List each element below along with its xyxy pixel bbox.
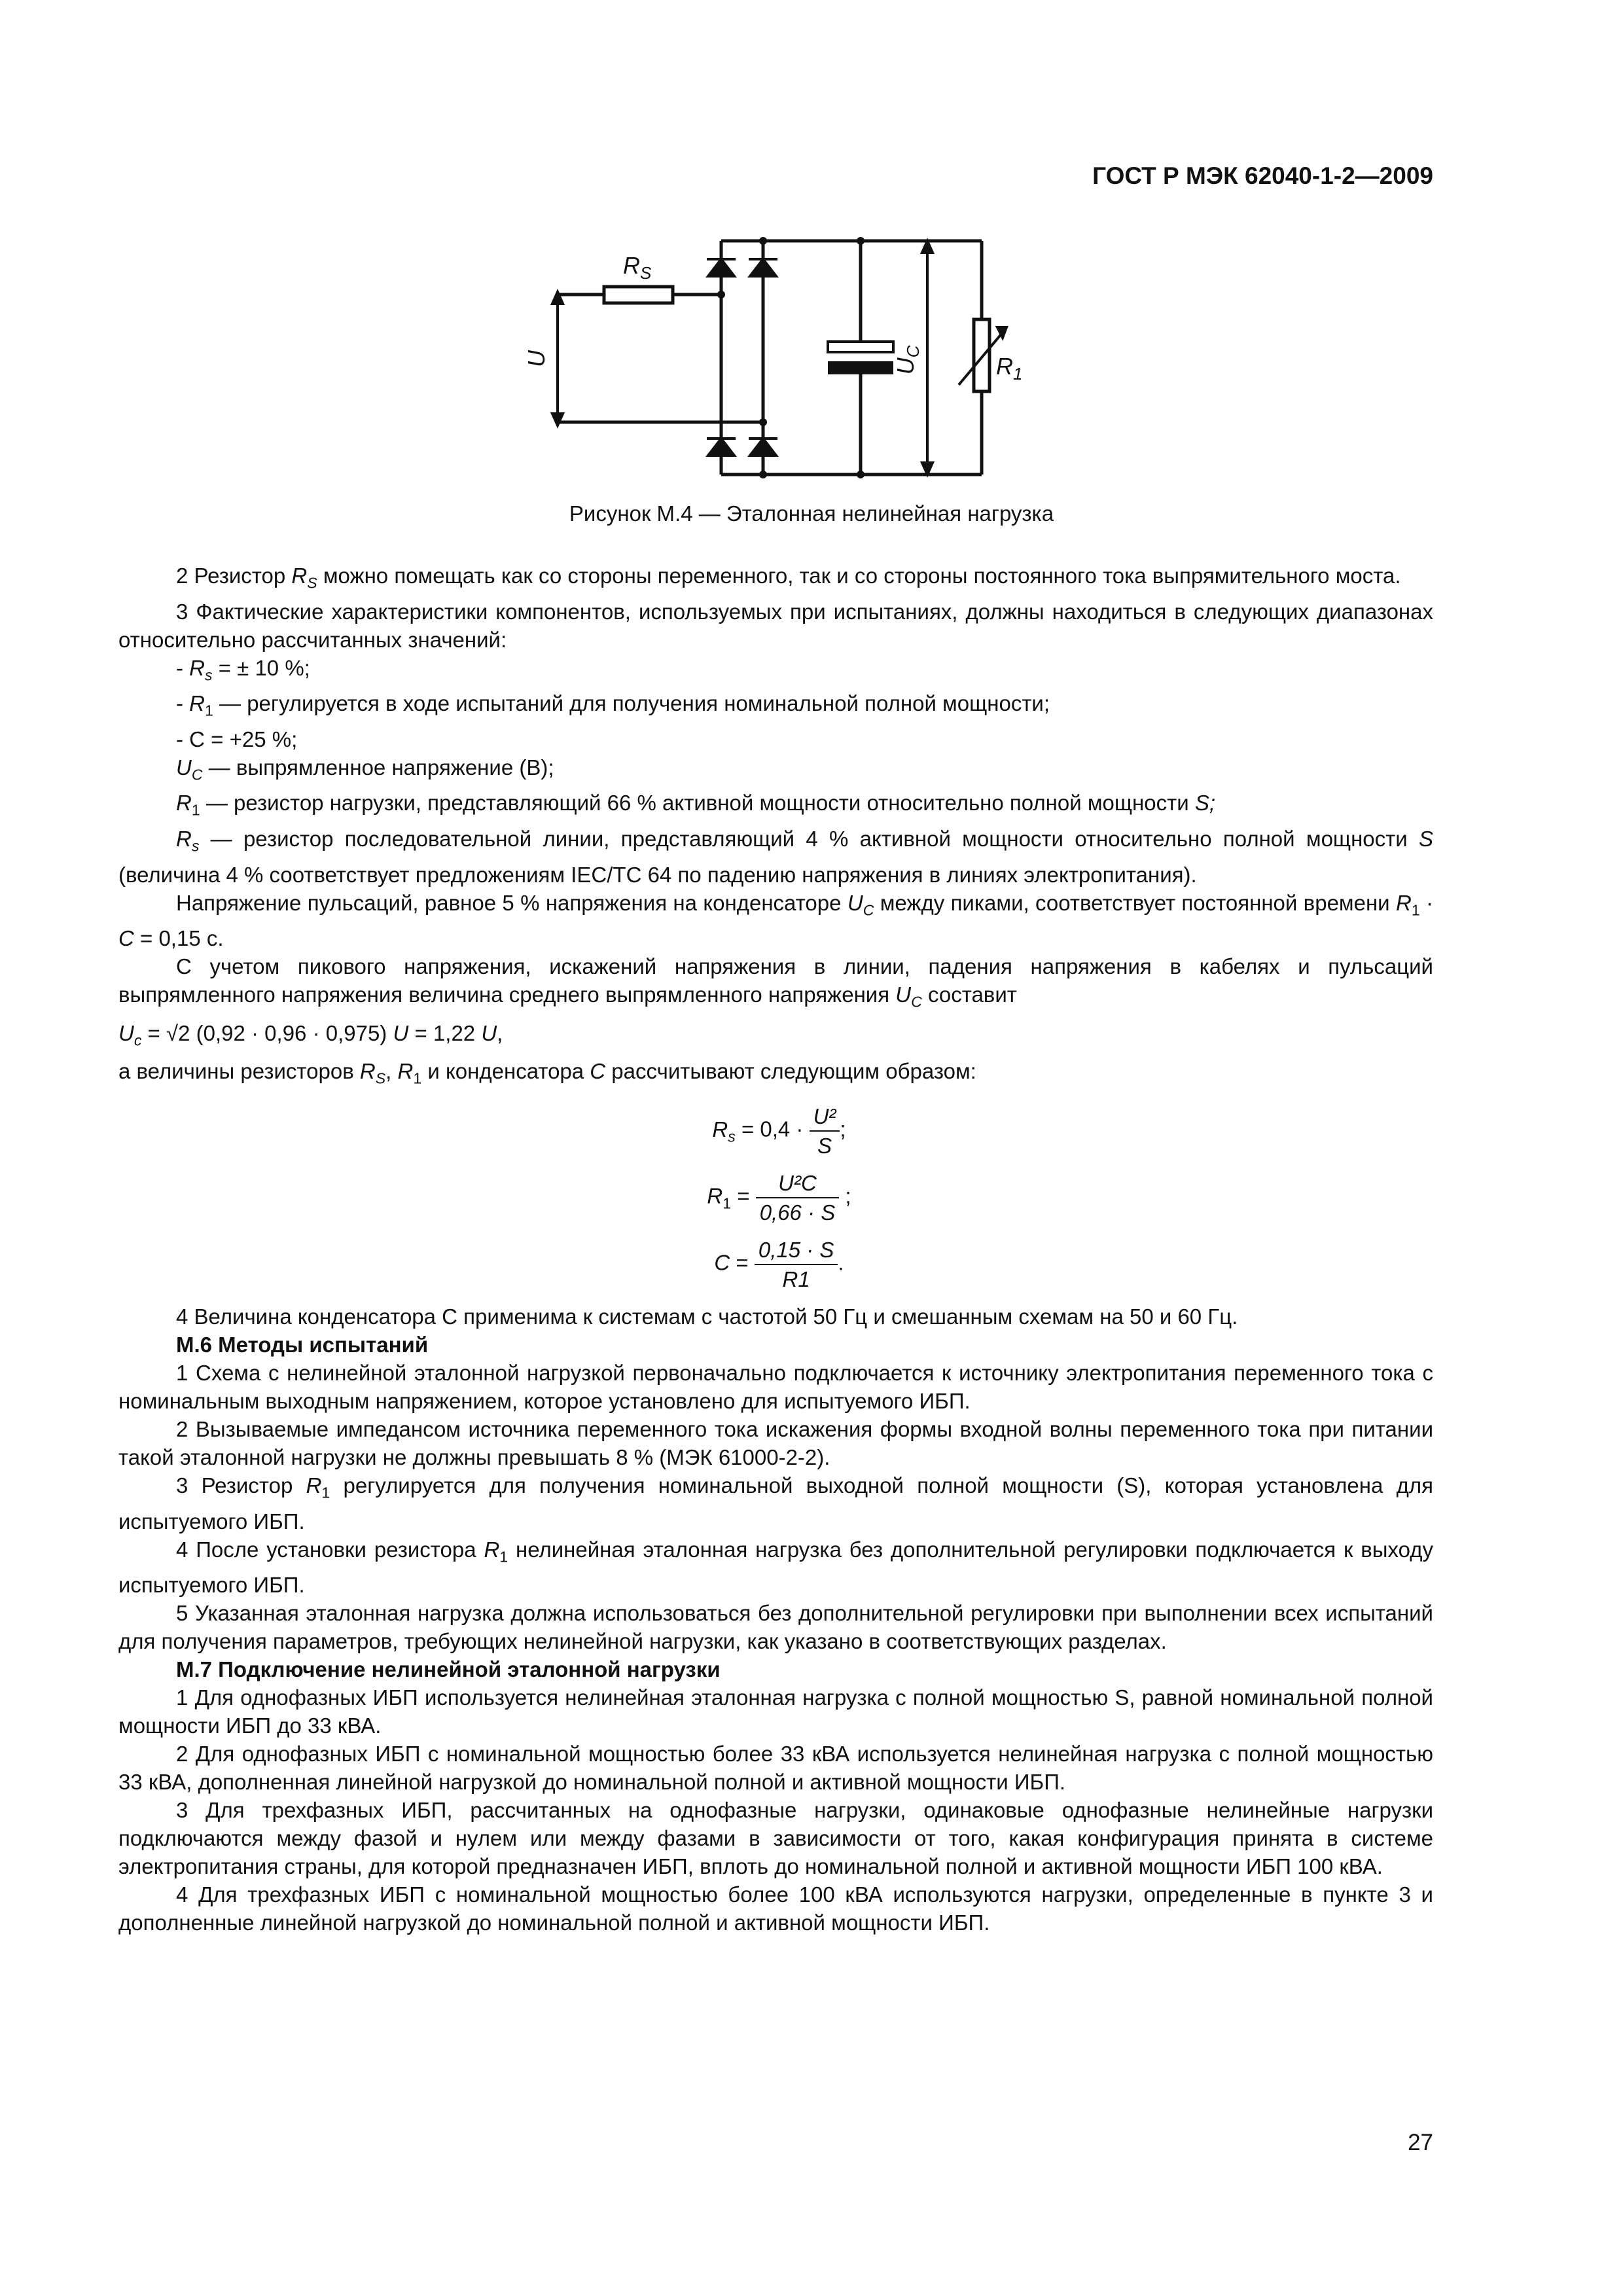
list-item: - C = +25 %; [176, 726, 298, 751]
figure-caption: Рисунок М.4 — Эталонная нелинейная нагрузка [569, 501, 1054, 526]
fraction-c: $\frac{0,15 \cdot S}{R1}$ [755, 1236, 838, 1293]
label-r1: $R_1$ [996, 353, 1023, 384]
resistor-rs-symbol [604, 287, 673, 303]
m6-item-5: 5 Указанная эталонная нагрузка должна использоваться без дополнительной регулировки при выполнении всех испытаний для получения параметров, требующих нелинейной нагрузки, как указано в соответствующих разделах. [118, 1601, 1433, 1654]
m6-item-3: 3 Резистор $R_1$ регулируется для получения номинальной выходной полной мощности (S), которая установлена для испытуемого ИБП. [118, 1473, 1433, 1534]
formula-uc: $U_c = √2$ (0,92 · 0,96 · 0,975) U = 1,22 U, [118, 1020, 503, 1049]
section-m7-heading: М.7 Подключение нелинейной эталонной нагрузки [176, 1657, 721, 1682]
reference-nonlinear-load-circuit [510, 223, 1023, 484]
peak-paragraph: С учетом пикового напряжения, искажений напряжения в линии, падения напряжения в кабелях и пульсаций выпрямленного напряжения величина среднего выпрямленного напряжения $U_C$ составит [118, 954, 1433, 1011]
list-item: - $R_s$ = ± 10 %; [176, 655, 310, 684]
m6-item-1: 1 Схема с нелинейной эталонной нагрузкой первоначально подключается к источнику электропитания переменного тока с номинальным выходным напряжением, которое установлено для испытуемого ИБП. [118, 1360, 1433, 1413]
label-u: U [523, 350, 550, 367]
formula-r1: $R_1$ = $\frac{\text{U²C}}{0,66 \cdot S}$ ; [125, 1169, 1433, 1227]
list-item: - $R_1$ — регулируется в ходе испытаний для получения номинальной полной мощности; [176, 691, 1050, 719]
note-3-intro: 3 Фактические характеристики компонентов, используемых при испытаниях, должны находиться в следующих диапазонах относительно рассчитанных значений: [118, 599, 1433, 652]
m7-item-3: 3 Для трехфазных ИБП, рассчитанных на однофазные нагрузки, одинаковые однофазные нелинейные нагрузки подключаются между фазой и нулем или между фазами в зависимости от того, какая конфигурация принята в системе электропитания страны, для которой предназначен ИБП, вплоть до номинальной полной и активной мощности ИБП 100 кВА. [118, 1798, 1433, 1879]
m7-item-4: 4 Для трехфазных ИБП с номинальной мощностью более 100 кВА используются нагрузки, определенные в пункте 3 и дополненные линейной нагрузкой до номинальной полной и активной мощности ИБП. [118, 1882, 1433, 1935]
ripple-paragraph: Напряжение пульсаций, равное 5 % напряжения на конденсаторе $U_C$ между пиками, соответствует постоянной времени $R_1 \cdot C = 0,15$ с. [118, 890, 1433, 951]
definition-uc: $U_C$ — выпрямленное напряжение (В); [176, 755, 554, 783]
label-uc: $U_C$ [892, 345, 923, 375]
fraction-r1: $\frac{\text{U²C}}{0,66 \cdot S}$ [756, 1169, 840, 1227]
m6-item-4: 4 После установки резистора $R_1$ нелинейная эталонная нагрузка без дополнительной регулировки подключается к выходу испытуемого ИБП. [118, 1537, 1433, 1598]
capacitor-symbol [828, 342, 893, 352]
note-4: 4 Величина конденсатора C применима к системам с частотой 50 Гц и смешанным схемам на 50 и 60 Гц. [176, 1304, 1238, 1329]
values-intro: а величины резисторов $R_S$, $R_1$ и конденсатора C рассчитывают следующим образом: [118, 1059, 976, 1087]
page-number: 27 [1408, 2130, 1433, 2155]
resistor-r1-symbol [974, 319, 990, 391]
document-body [118, 562, 1433, 1937]
formula-c: C = $\frac{0,15 \cdot S}{R1}$ . [125, 1236, 1433, 1293]
definition-rs: $R_s$ — резистор последовательной линии, представляющий 4 % активной мощности относительно полной мощности S (величина 4 % соответствует предложениям IEC/TC 64 по падению напряжения в линиях электропитания). [118, 826, 1433, 887]
m7-item-1: 1 Для однофазных ИБП используется нелинейная эталонная нагрузка с полной мощностью S, равной номинальной полной мощности ИБП до 33 кВА. [118, 1685, 1433, 1738]
section-m6-heading: М.6 Методы испытаний [176, 1332, 429, 1357]
label-rs: $R_S$ [623, 252, 652, 283]
definition-r1: $R_1$ — резистор нагрузки, представляющий 66 % активной мощности относительно полной мощности S; [176, 791, 1216, 819]
document-code: ГОСТ Р МЭК 62040-1-2—2009 [1092, 162, 1433, 189]
formula-rs: $R_s = 0,4$ · $\frac{\text{U²}}{S}$ ; [125, 1102, 1433, 1160]
fraction-rs: $\frac{\text{U²}}{S}$ [810, 1102, 840, 1160]
m6-item-2: 2 Вызываемые импедансом источника переменного тока искажения формы входной волны переменного тока при питании такой эталонной нагрузки не должны превышать 8 % (МЭК 61000-2-2). [118, 1416, 1433, 1469]
m7-item-2: 2 Для однофазных ИБП с номинальной мощностью более 33 кВА используется нелинейная нагрузка с полной мощностью 33 кВА, дополненная линейной нагрузкой до номинальной полной и активной мощности ИБП. [118, 1742, 1433, 1795]
note-2: 2 Резистор $R_S$ можно помещать как со стороны переменного, так и со стороны постоянного тока выпрямительного моста. [176, 564, 1401, 592]
